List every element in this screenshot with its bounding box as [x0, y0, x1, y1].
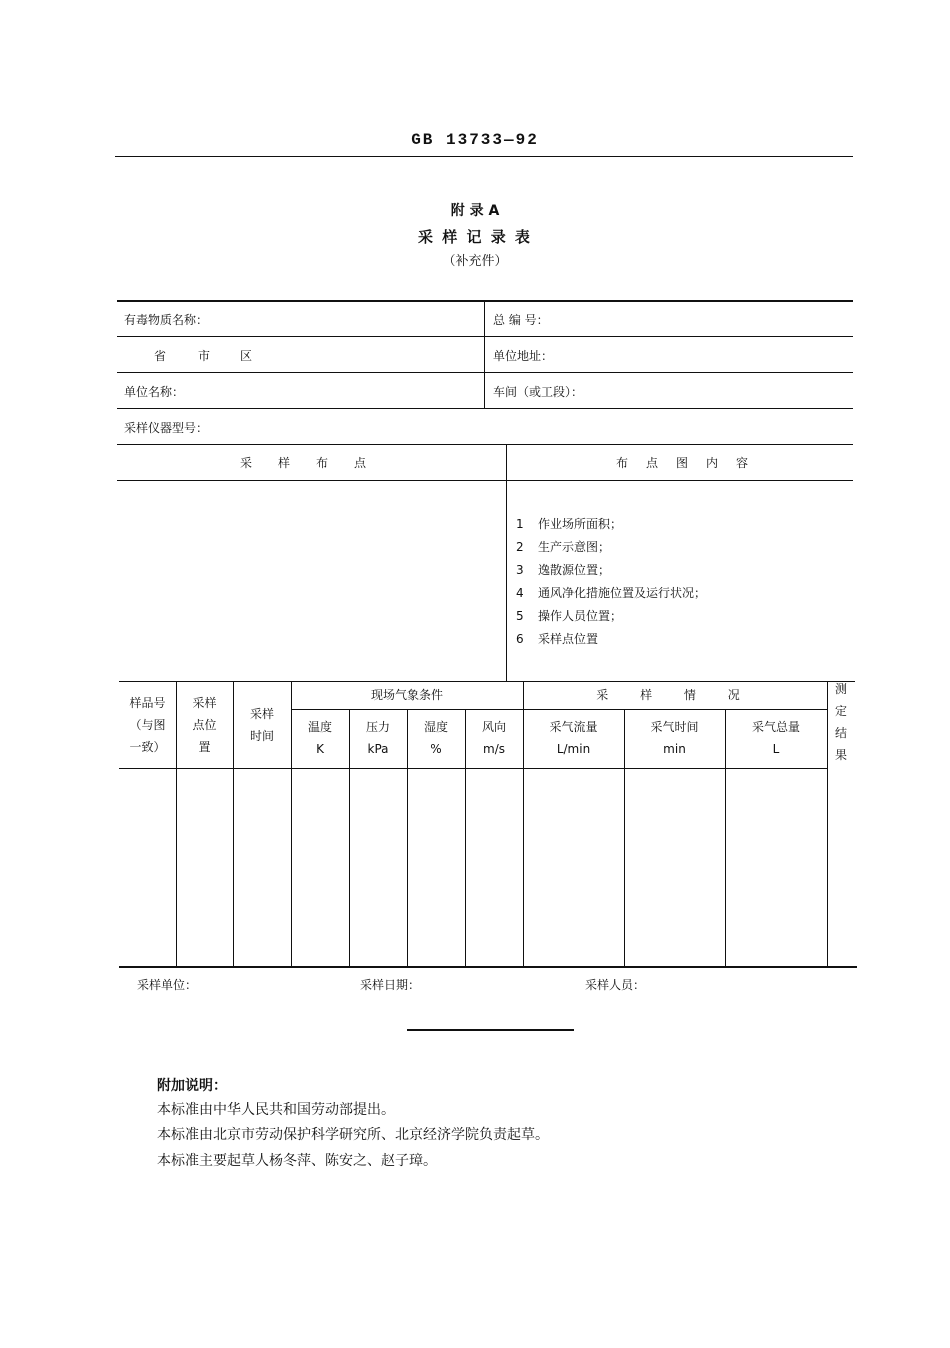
sample-point-header	[176, 692, 233, 758]
header-line: 时间	[249, 729, 274, 743]
layout-item	[516, 607, 622, 624]
result-header	[827, 678, 855, 766]
unit-address-label: 单位地址：	[493, 349, 554, 363]
province-label: 省	[154, 349, 167, 363]
layout-item-text: 采样点位置	[538, 632, 599, 646]
section-separator	[407, 1029, 574, 1031]
header-unit: m/s	[483, 742, 505, 756]
header-line: 测	[834, 682, 847, 696]
total-number-label: 总 编 号：	[493, 313, 549, 327]
layout-item-text: 生产示意图；	[538, 540, 611, 554]
notes-line: 本标准主要起草人杨冬萍、陈安之、赵子璋。	[157, 1153, 437, 1169]
district-label: 区	[240, 349, 253, 363]
header-line: 样品号	[129, 696, 166, 710]
header-rule	[115, 156, 853, 157]
header-line: 果	[834, 748, 847, 762]
sample-time-header	[233, 703, 291, 747]
layout-item-number: 6	[516, 632, 524, 646]
header-unit: L/min	[556, 742, 591, 756]
header-line: 置	[198, 740, 211, 754]
layout-item	[516, 515, 622, 532]
sampling-layout-heading: 采样布点	[240, 456, 393, 470]
form-rule	[119, 768, 827, 769]
header-unit: K	[316, 742, 324, 756]
weather-conditions-header	[291, 684, 523, 706]
layout-item-number: 1	[516, 517, 524, 531]
header-line: 采气总量	[751, 720, 800, 734]
layout-item-text: 通风净化措施位置及运行状况；	[538, 586, 707, 600]
city-label: 市	[198, 349, 211, 363]
header-unit: %	[430, 742, 442, 756]
notes-line: 本标准由中华人民共和国劳动部提出。	[157, 1102, 395, 1118]
layout-item	[516, 538, 610, 555]
header-line: 点位	[192, 718, 217, 732]
notes-line: 本标准由北京市劳动保护科学研究所、北京经济学院负责起草。	[157, 1127, 549, 1143]
substance-name-label: 有毒物质名称：	[124, 313, 209, 327]
pressure-header	[349, 716, 407, 760]
header-line: 一致）	[129, 740, 166, 754]
form-rule	[119, 681, 855, 682]
header-line: 压力	[365, 720, 390, 734]
instrument-model-label: 采样仪器型号：	[124, 421, 209, 435]
standard-number: GB 13733—92	[411, 131, 539, 149]
layout-item-number: 5	[516, 609, 524, 623]
workshop-label: 车间（或工段）：	[493, 385, 584, 399]
form-rule	[117, 372, 853, 373]
notes-title: 附加说明：	[157, 1078, 227, 1094]
form-top-rule	[117, 300, 853, 302]
form-bottom-rule	[119, 966, 857, 968]
layout-item-text: 操作人员位置；	[538, 609, 623, 623]
form-rule	[117, 444, 853, 445]
header-line: 风向	[481, 720, 506, 734]
header-line: 采气时间	[650, 720, 699, 734]
header-line: 采气流量	[549, 720, 598, 734]
layout-content-heading: 布点图内容	[616, 456, 767, 470]
sample-number-header	[119, 692, 176, 758]
form-divider	[506, 444, 507, 681]
layout-item-number: 4	[516, 586, 524, 600]
sampling-duration-header	[624, 716, 725, 760]
header-line: 湿度	[423, 720, 448, 734]
form-rule	[291, 709, 827, 710]
header-line: 采 样 情 况	[596, 688, 754, 702]
sampling-unit-label: 采样单位：	[137, 978, 198, 992]
total-volume-header	[725, 716, 827, 760]
header-line: 温度	[307, 720, 332, 734]
header-unit: L	[772, 742, 780, 756]
layout-item-text: 作业场所面积；	[538, 517, 623, 531]
header-line: 采样	[249, 707, 274, 721]
appendix-label: 附 录 A	[450, 203, 500, 219]
sampling-date-label: 采样日期：	[360, 978, 421, 992]
header-line: 结	[834, 726, 847, 740]
form-rule	[117, 408, 853, 409]
flow-rate-header	[523, 716, 624, 760]
sampling-person-label: 采样人员：	[585, 978, 646, 992]
layout-item	[516, 561, 610, 578]
header-unit: min	[663, 742, 686, 756]
humidity-header	[407, 716, 465, 760]
header-line: 定	[834, 704, 847, 718]
layout-item-number: 2	[516, 540, 524, 554]
temperature-header	[291, 716, 349, 760]
layout-item-text: 逸散源位置；	[538, 563, 611, 577]
layout-item	[516, 584, 706, 601]
appendix-title: 采 样 记 录 表	[418, 228, 532, 246]
wind-header	[465, 716, 523, 760]
header-line: （与图	[129, 718, 166, 732]
header-unit: kPa	[367, 742, 389, 756]
sampling-status-header	[523, 684, 827, 706]
header-line: 采样	[192, 696, 217, 710]
header-line: 现场气象条件	[370, 688, 443, 702]
unit-name-label: 单位名称：	[124, 385, 185, 399]
form-divider	[484, 300, 485, 408]
form-rule	[117, 480, 853, 481]
layout-item-number: 3	[516, 563, 524, 577]
layout-item	[516, 630, 598, 647]
appendix-subtitle: （补充件）	[442, 254, 508, 269]
form-rule	[117, 336, 853, 337]
